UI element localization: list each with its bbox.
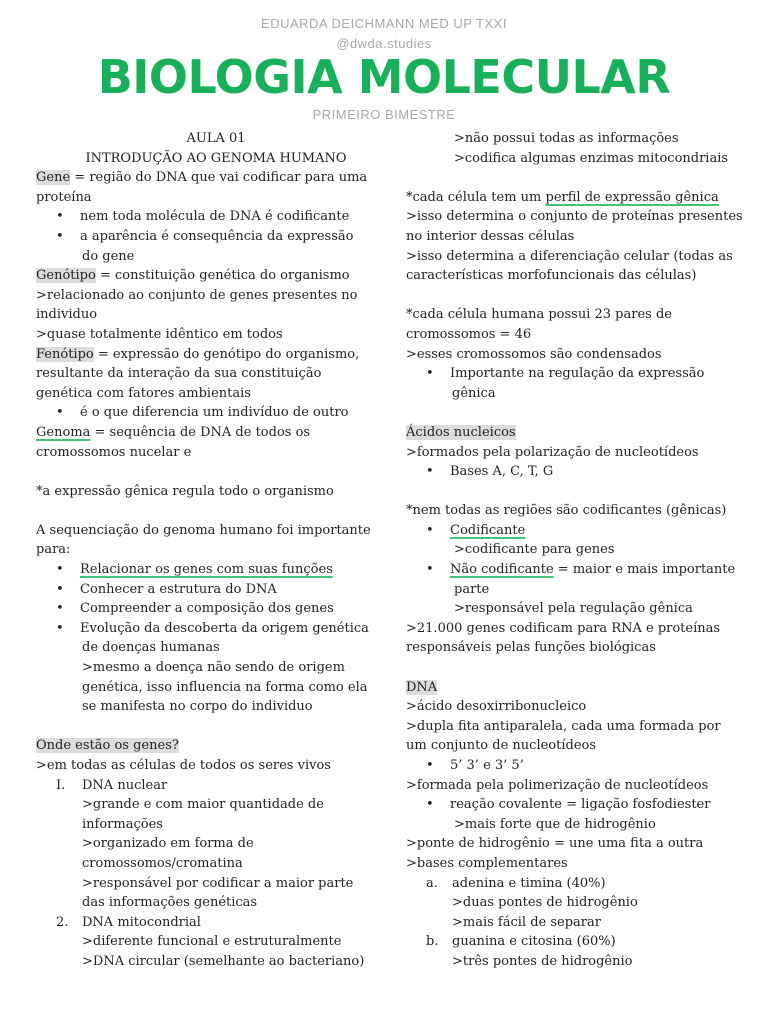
bullet-icon: • (56, 209, 64, 225)
text-line: de doenças humanas (82, 640, 220, 656)
spacer (36, 462, 396, 482)
spacer (406, 168, 756, 188)
list-item: • Bases A, C, T, G (406, 462, 756, 482)
text-line: das informações genéticas (82, 895, 258, 911)
text-line: características morfofuncionais das células) (406, 268, 697, 284)
text-line: >formados pela polarização de nucleotídeos (406, 444, 699, 460)
fenotipo-definition: Fenótipo = expressão do genótipo do organismo, (36, 346, 360, 362)
text-line: >isso determina o conjunto de proteínas presentes (406, 209, 743, 225)
text-line: >três pontes de hidrogênio (452, 953, 633, 969)
text-line: genética, isso influencia na forma como ela (82, 679, 368, 695)
text-line: *cada célula humana possui 23 pares de (406, 307, 672, 323)
bullet-icon: • (426, 366, 434, 382)
section-heading: Ácidos nucleicos (406, 424, 516, 440)
text-line: >mais fácil de separar (452, 914, 601, 930)
bullet-icon: • (56, 562, 64, 578)
text-line: *nem todas as regiões são codificantes (gênicas) (406, 503, 727, 519)
text-line: >dupla fita antiparalela, cada uma formada por (406, 718, 721, 734)
text-line: >DNA circular (semelhante ao bacteriano) (82, 953, 365, 969)
list-letter: b. (426, 934, 439, 950)
text-line: cromossomos/cromatina (82, 855, 243, 871)
term-highlight: Gene (36, 170, 71, 186)
bullet-icon: • (56, 228, 64, 244)
text-line: >ácido desoxirribonucleico (406, 699, 587, 715)
list-item: • Evolução da descoberta da origem genética (36, 619, 396, 639)
text-line: gênica (452, 385, 496, 401)
perfil-line: *cada célula tem um perfil de expressão gênica (406, 189, 719, 205)
gene-definition: Gene = região do DNA que vai codificar para uma (36, 170, 368, 186)
genotipo-definition: Genótipo = constituição genética do organismo (36, 268, 350, 284)
spacer (406, 482, 756, 502)
list-item: • nem toda molécula de DNA é codificante (36, 207, 396, 227)
list-number: I. (56, 777, 66, 793)
text-line: >bases complementares (406, 855, 568, 871)
left-column (36, 129, 396, 972)
term-underline: Genoma (36, 424, 91, 440)
text-line: um conjunto de nucleotídeos (406, 738, 597, 754)
term-underline: perfil de expressão gênica (545, 189, 719, 205)
text-line: para: (36, 542, 71, 558)
lesson-title: INTRODUÇÃO AO GENOMA HUMANO (85, 150, 347, 166)
genoma-definition: Genoma = sequência de DNA de todos os (36, 424, 311, 440)
text-line: cromossomos nucelar e (36, 444, 192, 460)
spacer (36, 501, 396, 521)
text-line: >relacionado ao conjunto de genes presentes no (36, 287, 358, 303)
text-line: cromossomos = 46 (406, 326, 532, 342)
lettered-item: a. adenina e timina (40%) (406, 874, 756, 894)
list-item: • 5’ 3’ e 3’ 5’ (406, 756, 756, 776)
numbered-item: I. DNA nuclear (36, 776, 396, 796)
text-line: >não possui todas as informações (454, 131, 679, 146)
text-line: >esses cromossomos são condensados (406, 346, 662, 362)
text-line: parte (454, 581, 490, 597)
text-line: >21.000 genes codificam para RNA e proteínas (406, 620, 721, 636)
text-line: A sequenciação do genoma humano foi importante (36, 522, 371, 538)
text-line: >codificante para genes (454, 542, 615, 558)
section-heading: Onde estão os genes? (36, 738, 179, 754)
list-item: • Relacionar os genes com suas funções (36, 560, 396, 580)
text-line: >isso determina a diferenciação celular (todas as (406, 248, 733, 264)
text-line: do gene (82, 248, 135, 264)
text-line: *a expressão gênica regula todo o organismo (36, 483, 334, 499)
list-item: • a aparência é consequência da expressão (36, 227, 396, 247)
list-letter: a. (426, 875, 438, 891)
handle-line: @dwda.studies (336, 36, 432, 51)
list-item: • Não codificante = maior e mais importante (406, 560, 756, 580)
bullet-icon: • (426, 797, 434, 813)
text-line: informações (82, 816, 163, 832)
list-item: • é o que diferencia um indivíduo de outro (36, 403, 396, 423)
text-line: individuo (36, 307, 98, 323)
text-line: >organizado em forma de (82, 836, 254, 852)
document-title: BIOLOGIA MOLECULAR (97, 50, 671, 104)
text-line: resultante da interação da sua constituição (36, 366, 322, 382)
text-line: se manifesta no corpo do individuo (82, 699, 313, 715)
text-line: >diferente funcional e estruturalmente (82, 934, 342, 950)
list-item: • Importante na regulação da expressão (406, 364, 756, 384)
author-line: EDUARDA DEICHMANN MED UP TXXI (261, 16, 507, 31)
list-item: • Conhecer a estrutura do DNA (36, 580, 396, 600)
numbered-item: 2. DNA mitocondrial (36, 913, 396, 933)
text-line: >responsável por codificar a maior parte (82, 875, 354, 891)
spacer (36, 717, 396, 737)
list-number: 2. (56, 914, 69, 930)
list-item: • Compreender a composição dos genes (36, 599, 396, 619)
bullet-icon: • (56, 601, 64, 617)
bullet-icon: • (426, 562, 434, 578)
list-item: • reação covalente = ligação fosfodiester (406, 795, 756, 815)
lesson-number: AULA 01 (186, 131, 246, 146)
text-line: >quase totalmente idêntico em todos (36, 326, 283, 342)
text-line: >mesmo a doença não sendo de origem (82, 660, 345, 676)
spacer (406, 286, 756, 306)
text-line: >grande e com maior quantidade de (82, 797, 324, 813)
text-line: >ponte de hidrogênio = une uma fita a outra (406, 836, 704, 852)
text-line: >codifica algumas enzimas mitocondriais (454, 150, 729, 166)
spacer (406, 658, 756, 678)
text-line: >mais forte que de hidrogênio (454, 816, 656, 832)
text-line: >responsável pela regulação gênica (454, 601, 693, 617)
term-highlight: Genótipo (36, 268, 96, 284)
text-line: genética com fatores ambientais (36, 385, 251, 401)
right-column (406, 129, 756, 972)
bullet-icon: • (426, 758, 434, 773)
text-line: responsáveis pelas funções biológicas (406, 640, 656, 656)
section-heading: DNA (406, 679, 438, 695)
spacer (406, 403, 756, 423)
bullet-icon: • (426, 522, 434, 538)
bullet-icon: • (56, 405, 64, 421)
text-line: no interior dessas células (406, 228, 575, 244)
text-line: >em todas as células de todos os seres vivos (36, 758, 331, 773)
text-line: proteína (36, 189, 92, 205)
bullet-icon: • (56, 581, 64, 597)
term-highlight: Fenótipo (36, 346, 94, 362)
list-item: • Codificante (406, 521, 756, 541)
lettered-item: b. guanina e citosina (60%) (406, 932, 756, 952)
bullet-icon: • (56, 620, 64, 636)
text-line: >duas pontes de hidrogênio (452, 895, 638, 911)
document-subtitle: PRIMEIRO BIMESTRE (312, 107, 456, 122)
bullet-icon: • (426, 464, 434, 480)
text-line: >formada pela polimerização de nucleotídeos (406, 777, 709, 793)
